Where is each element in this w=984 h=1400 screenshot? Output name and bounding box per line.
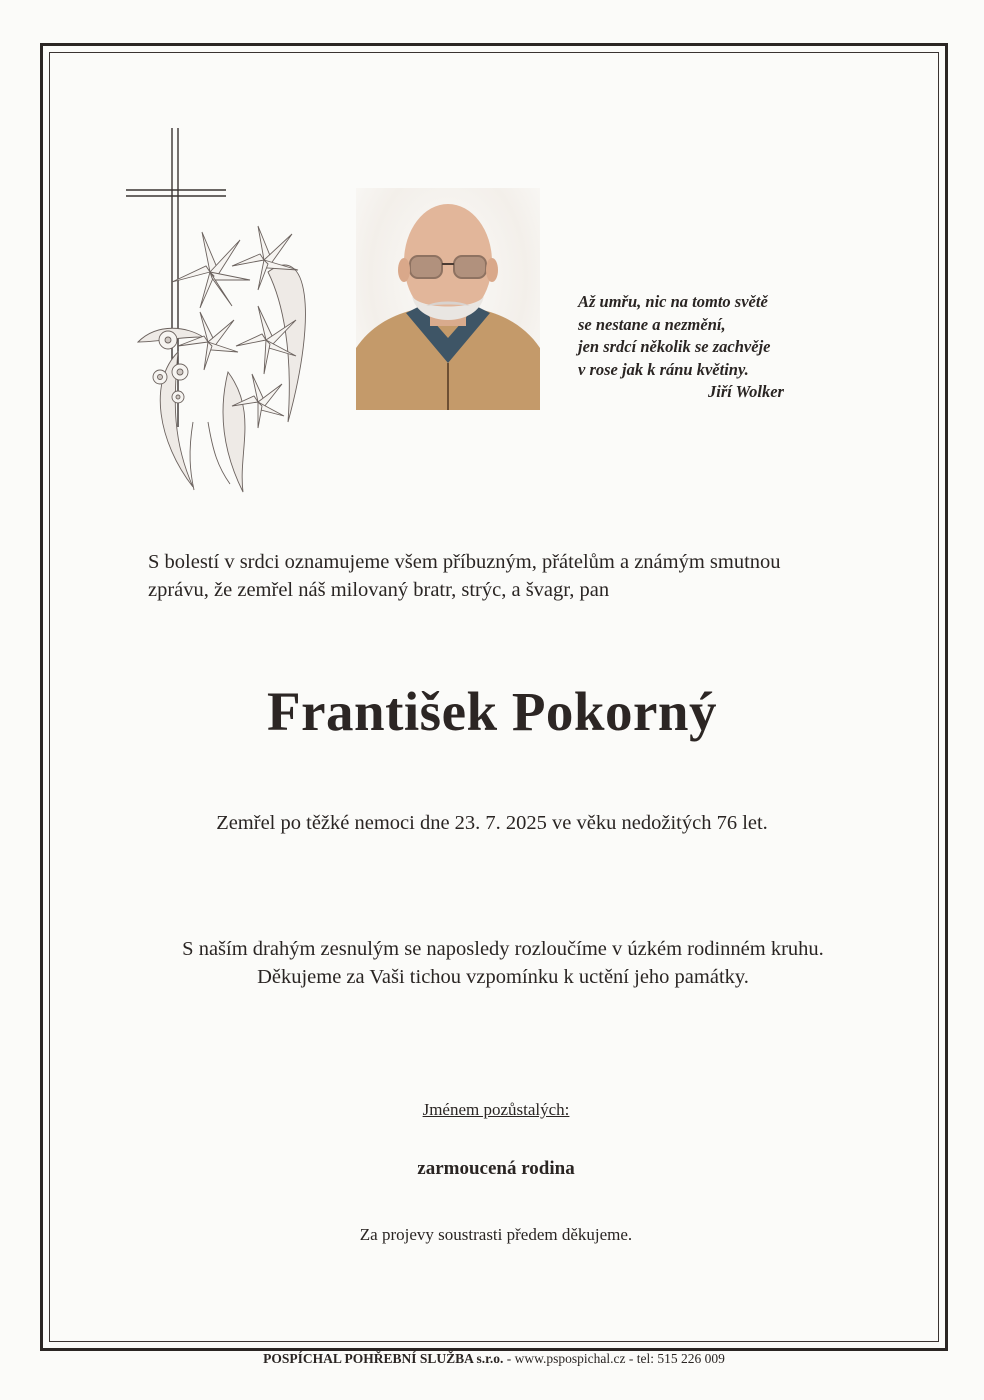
poem-author: Jiří Wolker	[708, 382, 784, 401]
death-notice: Zemřel po těžké nemoci dne 23. 7. 2025 ve věku nedožitých 76 let.	[216, 812, 768, 834]
poem-line: v rose jak k ránu květiny.	[578, 359, 749, 379]
intro-line: zprávu, že zemřel náš milovaný bratr, strýc, a švagr, pan	[148, 579, 610, 601]
footer-details: - www.pspospichal.cz - tel: 515 226 009	[503, 1351, 725, 1366]
farewell-text	[0, 935, 984, 991]
poem-line: Až umřu, nic na tomto světě	[578, 292, 768, 311]
poem-line: se nestane a nezmění,	[578, 314, 726, 334]
farewell-line: S naším drahým zesnulým se naposledy rozloučíme v úzkém rodinném kruhu.	[182, 938, 824, 960]
portrait-photo	[356, 188, 540, 410]
footer-contact	[0, 1351, 984, 1367]
deceased-name: František Pokorný	[266, 681, 718, 742]
cross-with-lilies-icon	[118, 122, 333, 497]
announcement-intro	[148, 548, 878, 604]
poem-line: jen srdcí několik se zachvěje	[578, 337, 771, 356]
condolence-thanks: Za projevy soustrasti předem děkujeme.	[359, 1225, 633, 1244]
on-behalf-label: Jménem pozůstalých:	[422, 1100, 570, 1119]
farewell-line: Děkujeme za Vaši tichou vzpomínku k uctění jeho památky.	[257, 966, 749, 988]
footer-company: POSPÍCHAL POHŘEBNÍ SLUŽBA s.r.o.	[263, 1351, 504, 1366]
poem-quote	[578, 291, 838, 404]
portrait-illustration	[356, 188, 540, 410]
intro-line: S bolestí v srdci oznamujeme všem příbuzným, přátelům a známým smutnou	[148, 551, 781, 573]
family-signature: zarmoucená rodina	[417, 1158, 575, 1179]
